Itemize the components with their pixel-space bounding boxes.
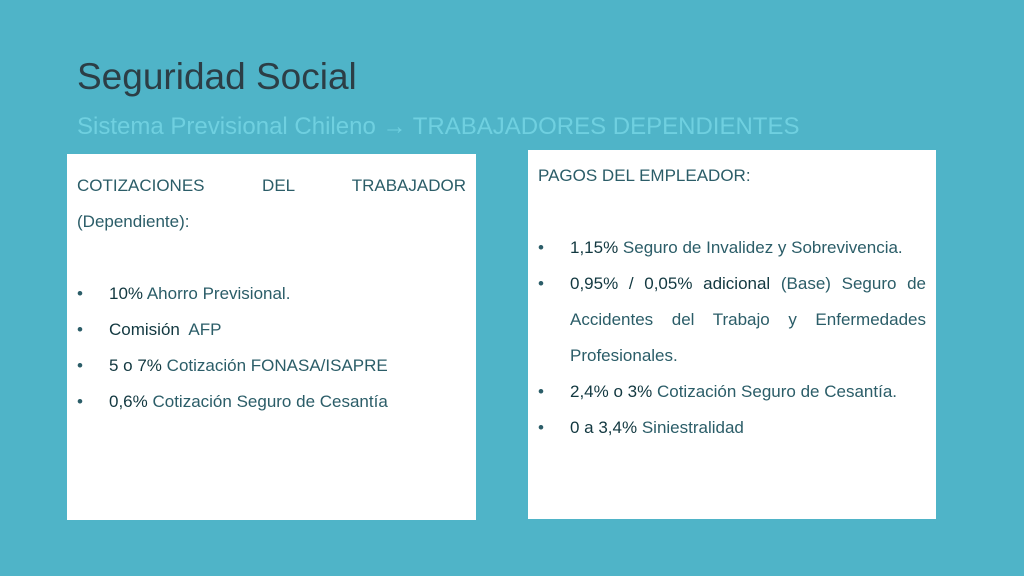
bullet-icon: • (77, 320, 83, 339)
item-highlight: 5 o 7% (109, 356, 162, 375)
list-item (538, 230, 926, 266)
item-highlight: 1,15% (570, 238, 619, 257)
bullet-icon: • (538, 382, 544, 401)
list-item (77, 312, 466, 348)
slide-subtitle (77, 113, 799, 141)
item-text: Seguro de Invalidez y Sobrevivencia. (618, 238, 903, 257)
employer-payments-box (528, 150, 936, 519)
employer-list (538, 230, 926, 446)
item-highlight: 10% (109, 284, 144, 303)
item-text: (Base) Seguro de Accidentes del Trabajo y Enfermedades Profesionales. (570, 274, 926, 365)
item-text: Cotización FONASA/ISAPRE (161, 356, 388, 375)
item-highlight: 0,6% (109, 392, 148, 411)
bullet-icon: • (538, 274, 544, 293)
worker-heading-line1: COTIZACIONES DEL TRABAJADOR (77, 176, 466, 195)
item-text: Ahorro Previsional. (143, 284, 291, 303)
bullet-icon: • (538, 418, 544, 437)
bullet-icon: • (538, 238, 544, 257)
subtitle-right: TRABAJADORES DEPENDIENTES (406, 113, 800, 140)
item-text: Siniestralidad (637, 418, 744, 437)
list-item (538, 374, 926, 410)
worker-list (77, 276, 466, 420)
item-highlight: 2,4% o 3% (570, 382, 653, 401)
worker-contributions-box (67, 154, 476, 520)
item-text: Cotización Seguro de Cesantía. (652, 382, 897, 401)
list-item (77, 276, 466, 312)
item-highlight: Comisión (109, 320, 180, 339)
item-text: AFP (179, 320, 222, 339)
bullet-icon: • (77, 356, 83, 375)
list-item (538, 266, 926, 374)
arrow-icon: → (382, 113, 407, 140)
item-highlight: 0 a 3,4% (570, 418, 638, 437)
item-text: Cotización Seguro de Cesantía (147, 392, 388, 411)
slide-title: Seguridad Social (77, 56, 357, 97)
bullet-icon: • (77, 284, 83, 303)
employer-heading: PAGOS DEL EMPLEADOR: (538, 166, 751, 185)
bullet-icon: • (77, 392, 83, 411)
worker-heading-line2: (Dependiente): (77, 212, 190, 231)
subtitle-left: Sistema Previsional Chileno (77, 113, 383, 140)
list-item (77, 348, 466, 384)
item-highlight: 0,95% / 0,05% adicional (570, 274, 771, 293)
list-item (538, 410, 926, 446)
list-item (77, 384, 466, 420)
